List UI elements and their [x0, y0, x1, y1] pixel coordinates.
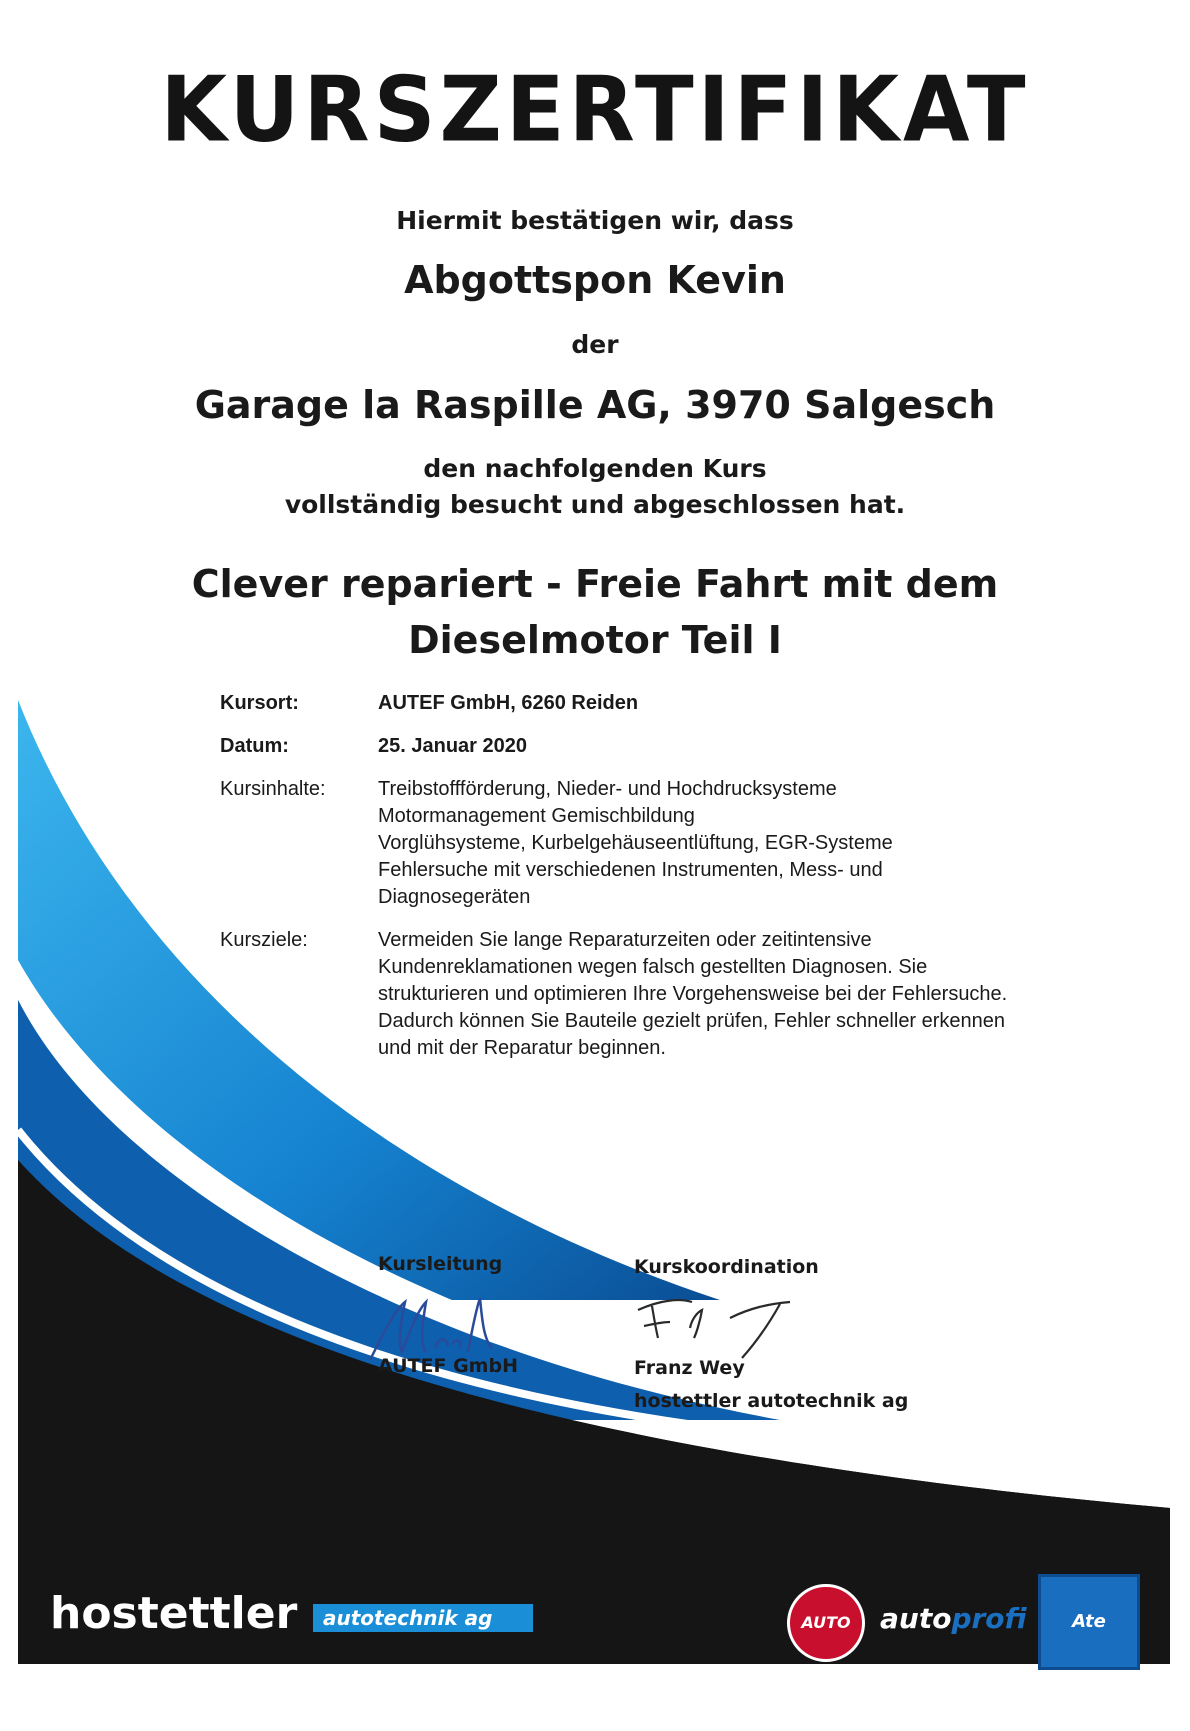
detail-row-datum: [220, 733, 1100, 760]
kursinhalte-label: Kursinhalte:: [220, 778, 326, 800]
kursinhalte-value: [378, 776, 1100, 911]
course-title-line-2: Dieselmotor Teil I: [408, 618, 782, 662]
kursziele-line: strukturieren und optimieren Ihre Vorgehensweise bei der Fehlersuche.: [378, 983, 1008, 1005]
kursinhalte-line: Fehlersuche mit verschiedenen Instrumenten, Mess- und: [378, 859, 883, 881]
hostettler-logo-sub: autotechnik ag: [313, 1604, 533, 1632]
kursziele-line: Vermeiden Sie lange Reparaturzeiten oder zeitintensive: [378, 929, 872, 951]
kursziele-line: Kundenreklamationen wegen falsch gestellten Diagnosen. Sie: [378, 956, 928, 978]
kursinhalte-line: Motormanagement Gemischbildung: [378, 805, 695, 827]
kursinhalte-line: Treibstoffförderung, Nieder- und Hochdrucksysteme: [378, 778, 837, 800]
autoprofi-logo-auto: auto: [880, 1602, 952, 1635]
kursziele-line: und mit der Reparatur beginnen.: [378, 1037, 666, 1059]
company-name: Garage la Raspille AG, 3970 Salgesch: [194, 383, 996, 427]
kurskoordination-signature: [630, 1288, 800, 1363]
hostettler-logo: hostettler: [50, 1588, 298, 1639]
kursleitung-heading: Kursleitung: [378, 1253, 503, 1275]
detail-row-kursort: [220, 690, 1100, 717]
course-title-line-1: Clever repariert - Freie Fahrt mit dem: [191, 562, 999, 606]
autofit-logo: AUTO FIT: [787, 1584, 865, 1662]
kursleitung-org: AUTEF GmbH: [378, 1355, 518, 1377]
kursort-value: AUTEF GmbH, 6260 Reiden: [378, 692, 639, 714]
datum-label: Datum:: [220, 735, 289, 757]
kursziele-line: Dadurch können Sie Bauteile gezielt prüfen, Fehler schneller erkennen: [378, 1010, 1006, 1032]
confirmation-line-1: den nachfolgenden Kurs: [423, 454, 767, 483]
intro-text: Hiermit bestätigen wir, dass: [396, 206, 794, 235]
detail-row-kursziele: [220, 927, 1100, 1062]
kurskoordination-heading: Kurskoordination: [634, 1256, 819, 1278]
autoprofi-logo-profi: profi: [951, 1602, 1027, 1635]
participant-name: Abgottspon Kevin: [404, 258, 786, 302]
kursinhalte-line: Diagnosegeräten: [378, 886, 531, 908]
ate-logo: Ate: [1038, 1574, 1140, 1670]
kursziele-label: Kursziele:: [220, 929, 308, 951]
detail-row-kursinhalte: [220, 776, 1100, 911]
kursinhalte-line: Vorglühsysteme, Kurbelgehäuseentlüftung, EGR-Systeme: [378, 832, 893, 854]
autoprofi-logo: [880, 1602, 1027, 1635]
kursziele-value: [378, 927, 1100, 1062]
certificate-title: KURSZERTIFIKAT: [160, 57, 1030, 163]
kurskoordination-org: hostettler autotechnik ag: [634, 1390, 909, 1412]
kursort-label: Kursort:: [220, 692, 299, 714]
confirmation-line-2: vollständig besucht und abgeschlossen hat.: [284, 490, 906, 519]
course-details: [220, 690, 1100, 1078]
connector-text: der: [571, 330, 619, 359]
datum-value: 25. Januar 2020: [378, 735, 527, 757]
kurskoordination-name: Franz Wey: [634, 1357, 745, 1379]
